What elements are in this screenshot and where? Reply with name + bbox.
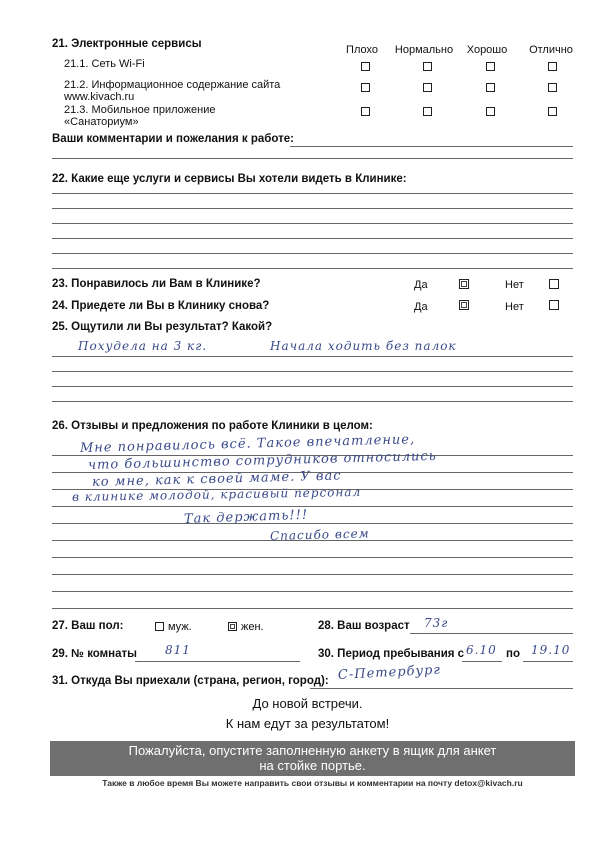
q25-line[interactable] — [52, 401, 573, 402]
q26-line[interactable] — [52, 591, 573, 592]
item-app-label: 21.3. Мобильное приложение — [64, 104, 216, 116]
banner-line-1: Пожалуйста, опустите заполненную анкету в ящик для анкет — [128, 743, 497, 758]
comments-line-2[interactable] — [52, 158, 573, 159]
q30-from-line[interactable] — [462, 661, 502, 662]
q28-value: 73г — [424, 616, 449, 630]
q22-line[interactable] — [52, 208, 573, 209]
q23-no-label: Нет — [505, 279, 524, 291]
section-21-title: 21. Электронные сервисы — [52, 38, 202, 50]
q26-line[interactable] — [52, 557, 573, 558]
q31-line[interactable] — [310, 688, 573, 689]
item-wifi-label: 21.1. Сеть Wi-Fi — [64, 58, 145, 70]
app-good-checkbox[interactable] — [486, 107, 495, 116]
instruction-banner — [50, 741, 575, 776]
q22-line[interactable] — [52, 193, 573, 194]
q23-yes-checkbox[interactable] — [459, 279, 469, 289]
q30-to-label: по — [506, 648, 520, 660]
q29-line[interactable] — [135, 661, 300, 662]
q22-line[interactable] — [52, 223, 573, 224]
q27-male-checkbox[interactable] — [155, 622, 164, 631]
q26-line[interactable] — [52, 523, 573, 524]
q26-answer-line-2: что большинство сотрудников относились — [87, 448, 437, 473]
q30-title: 30. Период пребывания с — [318, 648, 465, 660]
q26-line[interactable] — [52, 506, 573, 507]
q24-title: 24. Приедете ли Вы в Клинику снова? — [52, 300, 270, 312]
q30-to-value: 19.10 — [531, 643, 571, 657]
q25-answer-2: Начала ходить без палок — [270, 339, 457, 353]
wifi-normal-checkbox[interactable] — [423, 62, 432, 71]
q22-line[interactable] — [52, 268, 573, 269]
q23-yes-label: Да — [414, 279, 428, 291]
wifi-poor-checkbox[interactable] — [361, 62, 370, 71]
q29-value: 811 — [165, 643, 191, 657]
q24-no-checkbox[interactable] — [549, 300, 559, 310]
wifi-good-checkbox[interactable] — [486, 62, 495, 71]
site-excellent-checkbox[interactable] — [548, 83, 557, 92]
site-normal-checkbox[interactable] — [423, 83, 432, 92]
q24-yes-label: Да — [414, 301, 428, 313]
item-site-label-2: www.kivach.ru — [64, 91, 135, 103]
q25-answer-1: Похудела на 3 кг. — [78, 339, 208, 353]
item-site-label: 21.2. Информационное содержание сайта — [64, 79, 281, 91]
q25-line[interactable] — [52, 371, 573, 372]
q30-from-value: 6.10 — [466, 643, 497, 657]
header-excellent: Отлично — [529, 44, 573, 56]
q27-female-checkbox[interactable] — [228, 622, 237, 631]
q24-no-label: Нет — [505, 301, 524, 313]
comments-line[interactable] — [290, 146, 573, 147]
q26-answer-line-5: Так держать!!! — [183, 507, 309, 527]
closing-line-2: К нам едут за результатом! — [225, 716, 390, 731]
q27-title: 27. Ваш пол: — [52, 620, 124, 632]
q22-line[interactable] — [52, 253, 573, 254]
comments-label: Ваши комментарии и пожелания к работе: — [52, 133, 294, 145]
q30-to-line[interactable] — [523, 661, 573, 662]
header-good: Хорошо — [466, 44, 508, 56]
q25-title: 25. Ощутили ли Вы результат? Какой? — [52, 321, 273, 333]
q26-title: 26. Отзывы и предложения по работе Клиники в целом: — [52, 420, 373, 432]
header-poor: Плохо — [346, 44, 378, 56]
q31-title: 31. Откуда Вы приехали (страна, регион, город): — [52, 675, 329, 687]
q31-value: С-Петербург — [337, 662, 442, 683]
app-poor-checkbox[interactable] — [361, 107, 370, 116]
header-normal: Нормально — [394, 44, 454, 56]
q26-answer-line-3: ко мне, как к своей маме. У вас — [91, 468, 342, 490]
site-poor-checkbox[interactable] — [361, 83, 370, 92]
q25-line[interactable] — [52, 386, 573, 387]
q29-title: 29. № комнаты — [52, 648, 137, 660]
q24-yes-checkbox[interactable] — [459, 300, 469, 310]
q28-line[interactable] — [410, 633, 573, 634]
q27-male-label: муж. — [168, 621, 192, 633]
q23-title: 23. Понравилось ли Вам в Клинике? — [52, 278, 261, 290]
q26-answer-line-6: Спасибо всем — [269, 526, 370, 543]
banner-line-2: на стойке портье. — [259, 758, 366, 773]
app-excellent-checkbox[interactable] — [548, 107, 557, 116]
q26-line[interactable] — [52, 608, 573, 609]
q26-answer-line-4: в клинике молодой, красивый персонал — [71, 484, 362, 504]
q28-title: 28. Ваш возраст — [318, 620, 410, 632]
q22-title: 22. Какие еще услуги и сервисы Вы хотели видеть в Клинике: — [52, 173, 407, 185]
footer-note: Также в любое время Вы можете направить свои отзывы и комментарии на почту detox@kivach.ru — [102, 778, 523, 788]
q26-answer-line-1: Мне понравилось всё. Такое впечатление, — [79, 432, 416, 456]
q26-line[interactable] — [52, 574, 573, 575]
item-app-label-2: «Санаториум» — [64, 116, 139, 128]
site-good-checkbox[interactable] — [486, 83, 495, 92]
q23-no-checkbox[interactable] — [549, 279, 559, 289]
wifi-excellent-checkbox[interactable] — [548, 62, 557, 71]
closing-line-1: До новой встречи. — [252, 696, 363, 711]
app-normal-checkbox[interactable] — [423, 107, 432, 116]
q27-female-label: жен. — [241, 621, 264, 633]
q25-line[interactable] — [52, 356, 573, 357]
q22-line[interactable] — [52, 238, 573, 239]
